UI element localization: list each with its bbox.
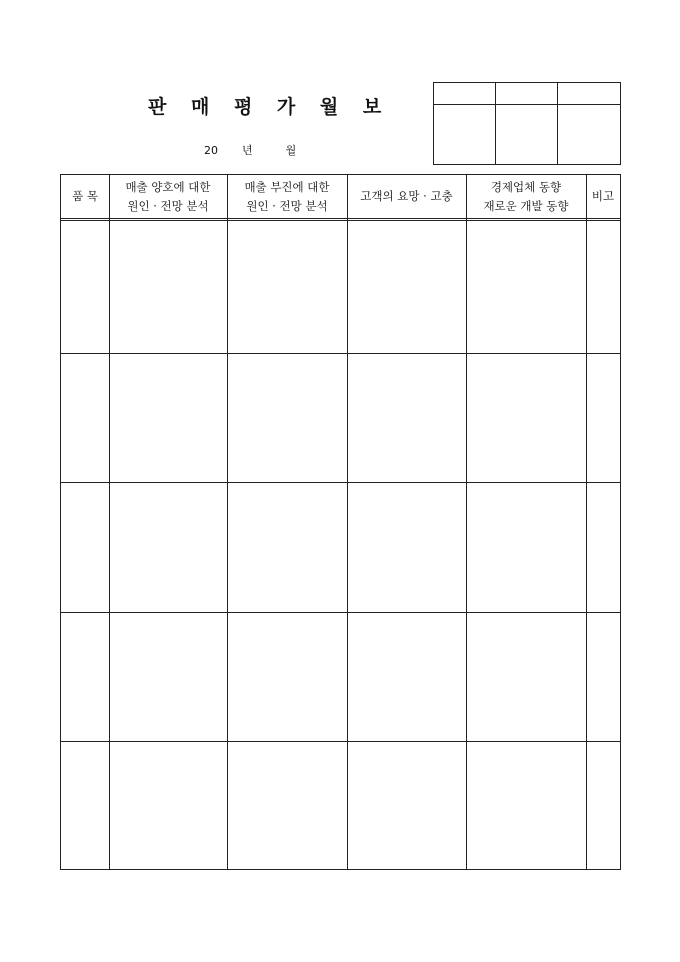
table-cell[interactable] [587,613,619,741]
table-cell[interactable] [587,742,619,869]
approval-header-cell [434,83,496,105]
column-header-line: 원인 · 전망 분석 [246,198,328,213]
table-cell[interactable] [110,742,226,869]
column-header-line: 경제업체 동향 [490,179,562,194]
table-cell[interactable] [228,613,346,741]
month-label: 월 [285,144,297,157]
table-cell[interactable] [228,221,346,353]
approval-sign-cell[interactable] [496,105,558,164]
table-cell[interactable] [467,483,585,612]
table-cell[interactable] [587,221,619,353]
table-cell[interactable] [228,483,346,612]
table-cell[interactable] [62,483,108,612]
table-cell[interactable] [467,742,585,869]
table-header [61,175,620,221]
table-cell[interactable] [110,613,226,741]
year-label: 년 [242,144,253,157]
table-cell[interactable] [62,613,108,741]
table-cell[interactable] [62,742,108,869]
table-cell[interactable] [348,483,465,612]
table-cell[interactable] [467,613,585,741]
table-cell[interactable] [587,483,619,612]
approval-header-cell [558,83,620,105]
table-cell[interactable] [110,483,226,612]
approval-sign-cell[interactable] [434,105,496,164]
column-header-line: 비고 [591,189,615,203]
table-cell[interactable] [467,354,585,482]
column-header-line: 원인 · 전망 분석 [127,198,209,213]
table-cell[interactable] [348,613,465,741]
table-cell[interactable] [62,221,108,353]
table-cell[interactable] [467,221,585,353]
table-cell[interactable] [348,742,465,869]
report-date [204,142,296,158]
approval-sign-cell[interactable] [558,105,620,164]
table-cell[interactable] [228,354,346,482]
approval-header-cell [496,83,558,105]
column-header-line: 고객의 요망 · 고충 [360,189,453,203]
table-cell[interactable] [228,742,346,869]
table-cell[interactable] [110,354,226,482]
table-cell[interactable] [62,354,108,482]
column-header-line: 품 목 [72,189,98,203]
table-cell[interactable] [348,354,465,482]
table-cell[interactable] [110,221,226,353]
column-header [586,175,620,218]
date-prefix: 20 [204,144,218,157]
report-table [60,174,621,870]
column-header [466,175,586,218]
column-header-line: 매출 양호에 대한 [125,179,211,194]
approval-box [433,82,621,165]
column-header [227,175,347,218]
table-cell[interactable] [587,354,619,482]
table-cell[interactable] [348,221,465,353]
column-header [109,175,227,218]
column-header [347,175,466,218]
column-header [61,175,109,218]
column-header-line: 매출 부진에 대한 [244,179,330,194]
page-title: 판 매 평 가 월 보 [148,96,391,118]
column-header-line: 재로운 개발 동향 [483,198,569,213]
